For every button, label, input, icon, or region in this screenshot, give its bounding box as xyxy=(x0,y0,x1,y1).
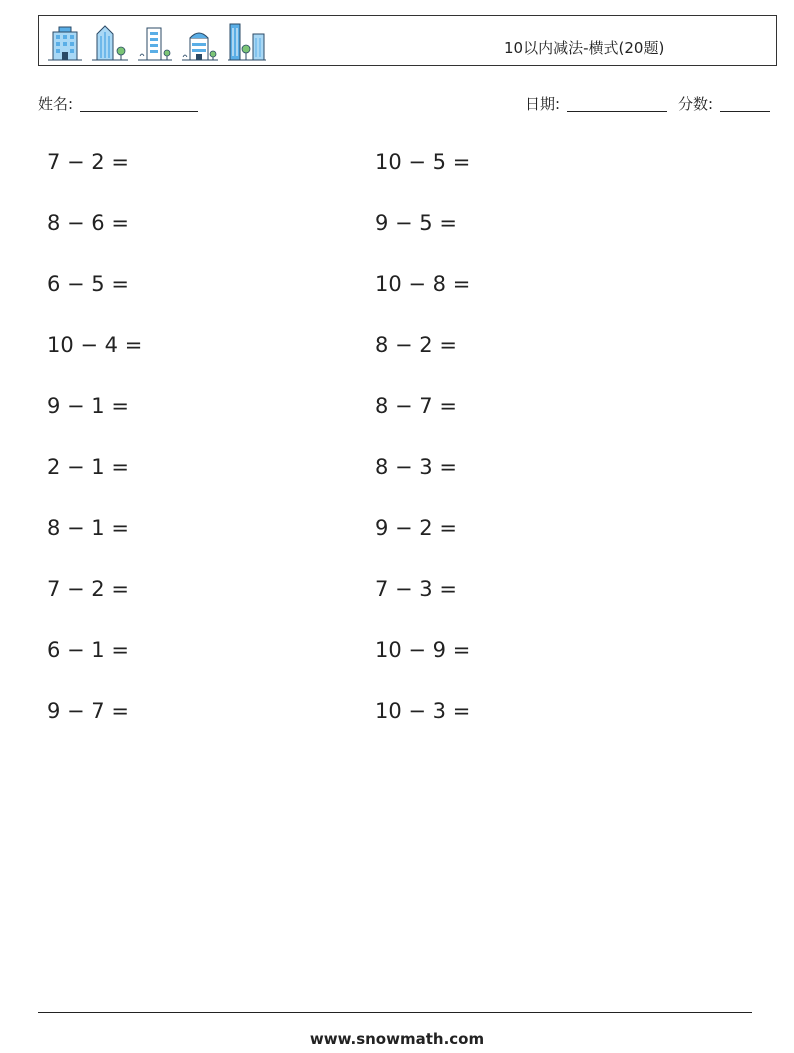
problem-item: 7 − 2 = xyxy=(47,577,129,601)
problem-item: 8 − 1 = xyxy=(47,516,129,540)
problem-item: 8 − 7 = xyxy=(375,394,457,418)
problem-item: 8 − 3 = xyxy=(375,455,457,479)
score-label: 分数: xyxy=(678,95,714,113)
problem-item: 10 − 4 = xyxy=(47,333,143,357)
problem-item: 10 − 5 = xyxy=(375,150,471,174)
problem-item: 8 − 6 = xyxy=(47,211,129,235)
problem-item: 9 − 7 = xyxy=(47,699,129,723)
footer-divider xyxy=(38,1012,752,1013)
date-field-line[interactable] xyxy=(567,111,667,112)
problem-item: 9 − 5 = xyxy=(375,211,457,235)
city-towers-icon xyxy=(227,22,267,62)
problem-item: 10 − 8 = xyxy=(375,272,471,296)
skyscraper-icon xyxy=(91,24,129,62)
date-label: 日期: xyxy=(525,95,561,113)
problem-item: 10 − 3 = xyxy=(375,699,471,723)
problem-item: 10 − 9 = xyxy=(375,638,471,662)
name-field-line[interactable] xyxy=(80,111,198,112)
problem-item: 2 − 1 = xyxy=(47,455,129,479)
problem-item: 8 − 2 = xyxy=(375,333,457,357)
problem-item: 9 − 1 = xyxy=(47,394,129,418)
name-label: 姓名: xyxy=(38,95,74,113)
shop-building-icon xyxy=(181,24,219,62)
header-box xyxy=(38,15,777,66)
problem-item: 6 − 5 = xyxy=(47,272,129,296)
header-icons xyxy=(47,22,267,62)
score-field-line[interactable] xyxy=(720,111,770,112)
footer-site-link[interactable]: www.snowmath.com xyxy=(309,1030,485,1048)
office-building-icon xyxy=(47,24,83,62)
tower-with-tree-icon xyxy=(137,24,173,62)
problem-item: 7 − 3 = xyxy=(375,577,457,601)
problem-item: 7 − 2 = xyxy=(47,150,129,174)
problem-item: 6 − 1 = xyxy=(47,638,129,662)
worksheet-title: 10以内减法-横式(20题) xyxy=(504,39,665,57)
problem-item: 9 − 2 = xyxy=(375,516,457,540)
